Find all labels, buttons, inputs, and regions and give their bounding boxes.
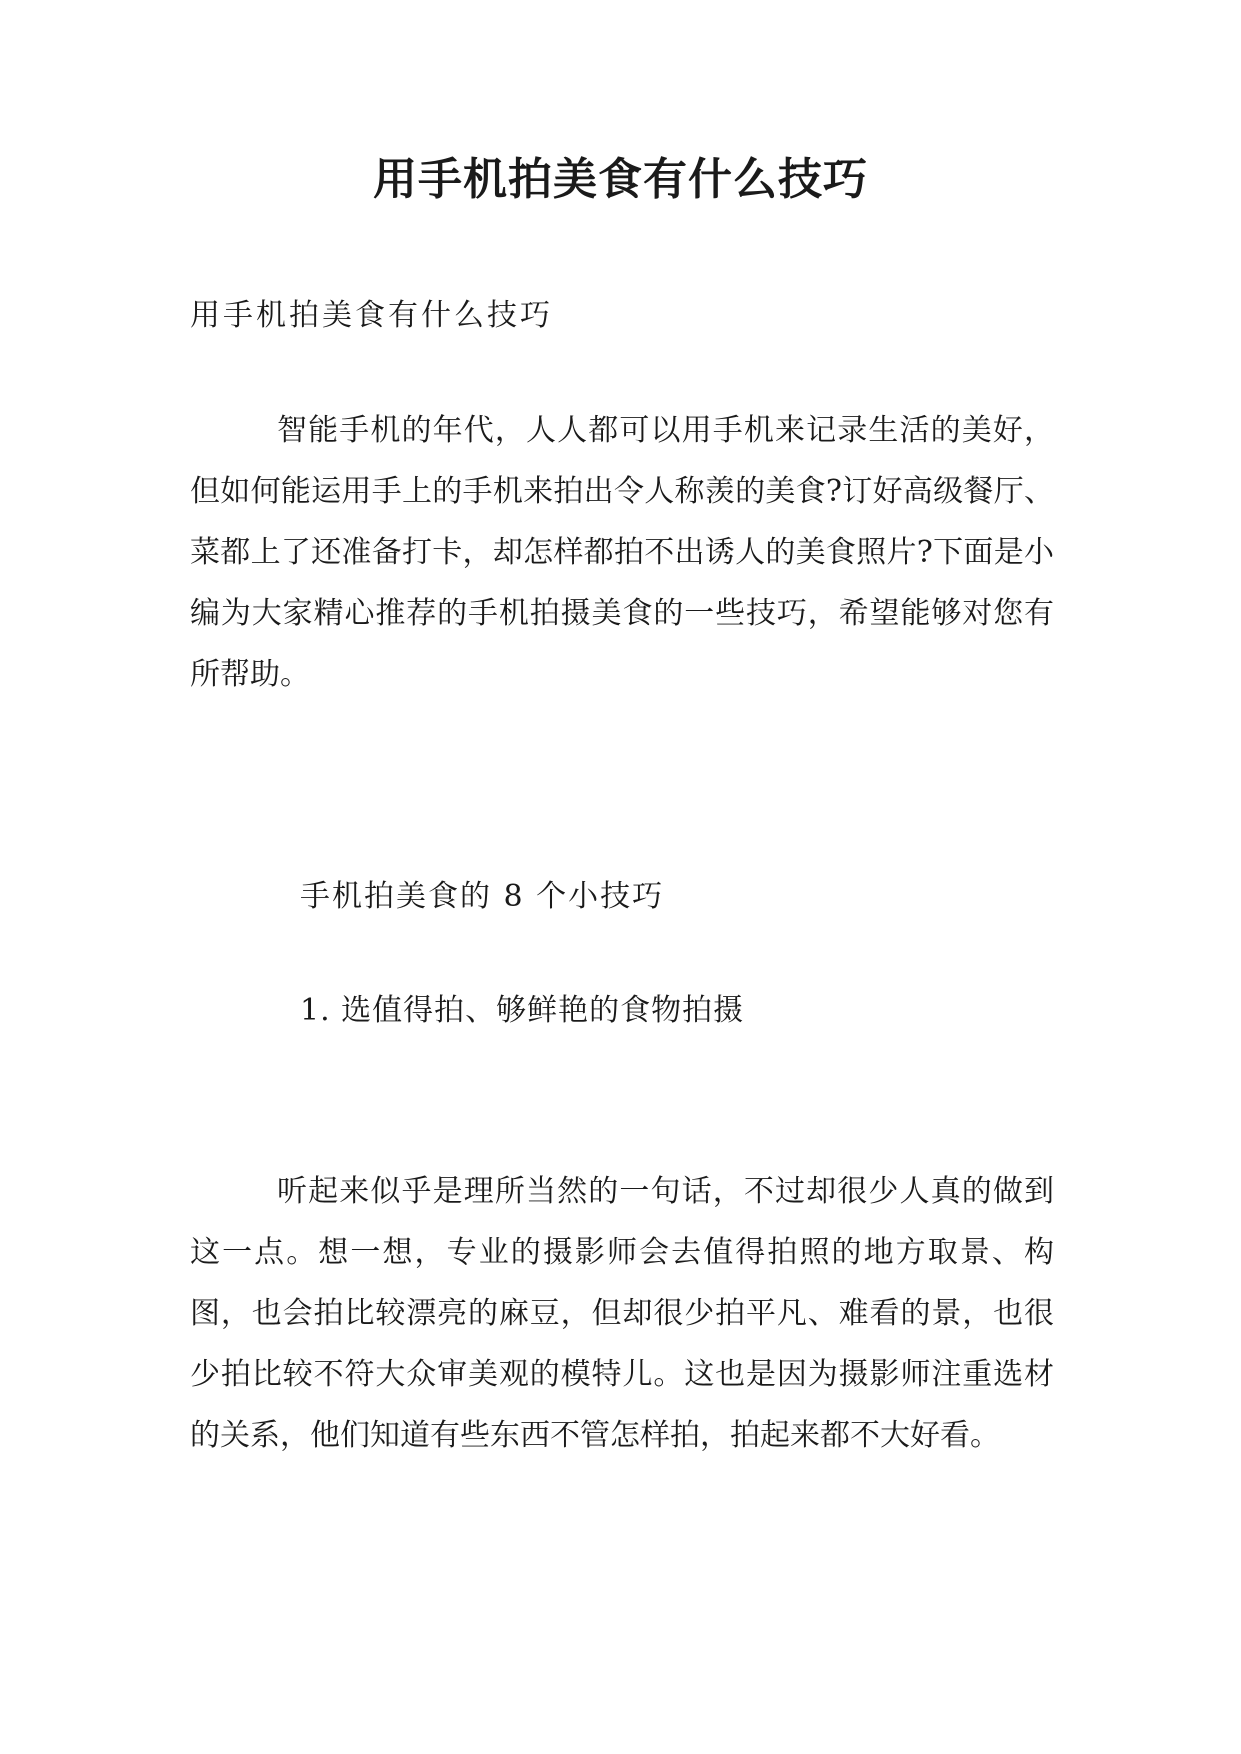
- document-title: 用手机拍美食有什么技巧: [373, 154, 868, 205]
- tip-body-paragraph: 听起来似乎是理所当然的一句话，不过却很少人真的做到这一点。想一想，专业的摄影师会去值得拍照的地方取景、构图，也会拍比较漂亮的麻豆，但却很少拍平凡、难看的景，也很少拍比较不符大众审美观的模特儿。这也是因为摄影师注重选材的关系，他们知道有些东西不管怎样拍，拍起来都不大好看。: [190, 1174, 1054, 1453]
- tip-heading: 1. 选值得拍、够鲜艳的食物拍摄: [300, 993, 745, 1028]
- document-subtitle: 用手机拍美食有什么技巧: [190, 298, 553, 333]
- intro-paragraph: 智能手机的年代，人人都可以用手机来记录生活的美好，但如何能运用手上的手机来拍出令人称羡的美食?订好高级餐厅、菜都上了还准备打卡，却怎样都拍不出诱人的美食照片?下面是小编为大家精心推荐的手机拍摄美食的一些技巧，希望能够对您有所帮助。: [190, 413, 1054, 692]
- section-heading: 手机拍美食的 8 个小技巧: [300, 879, 665, 914]
